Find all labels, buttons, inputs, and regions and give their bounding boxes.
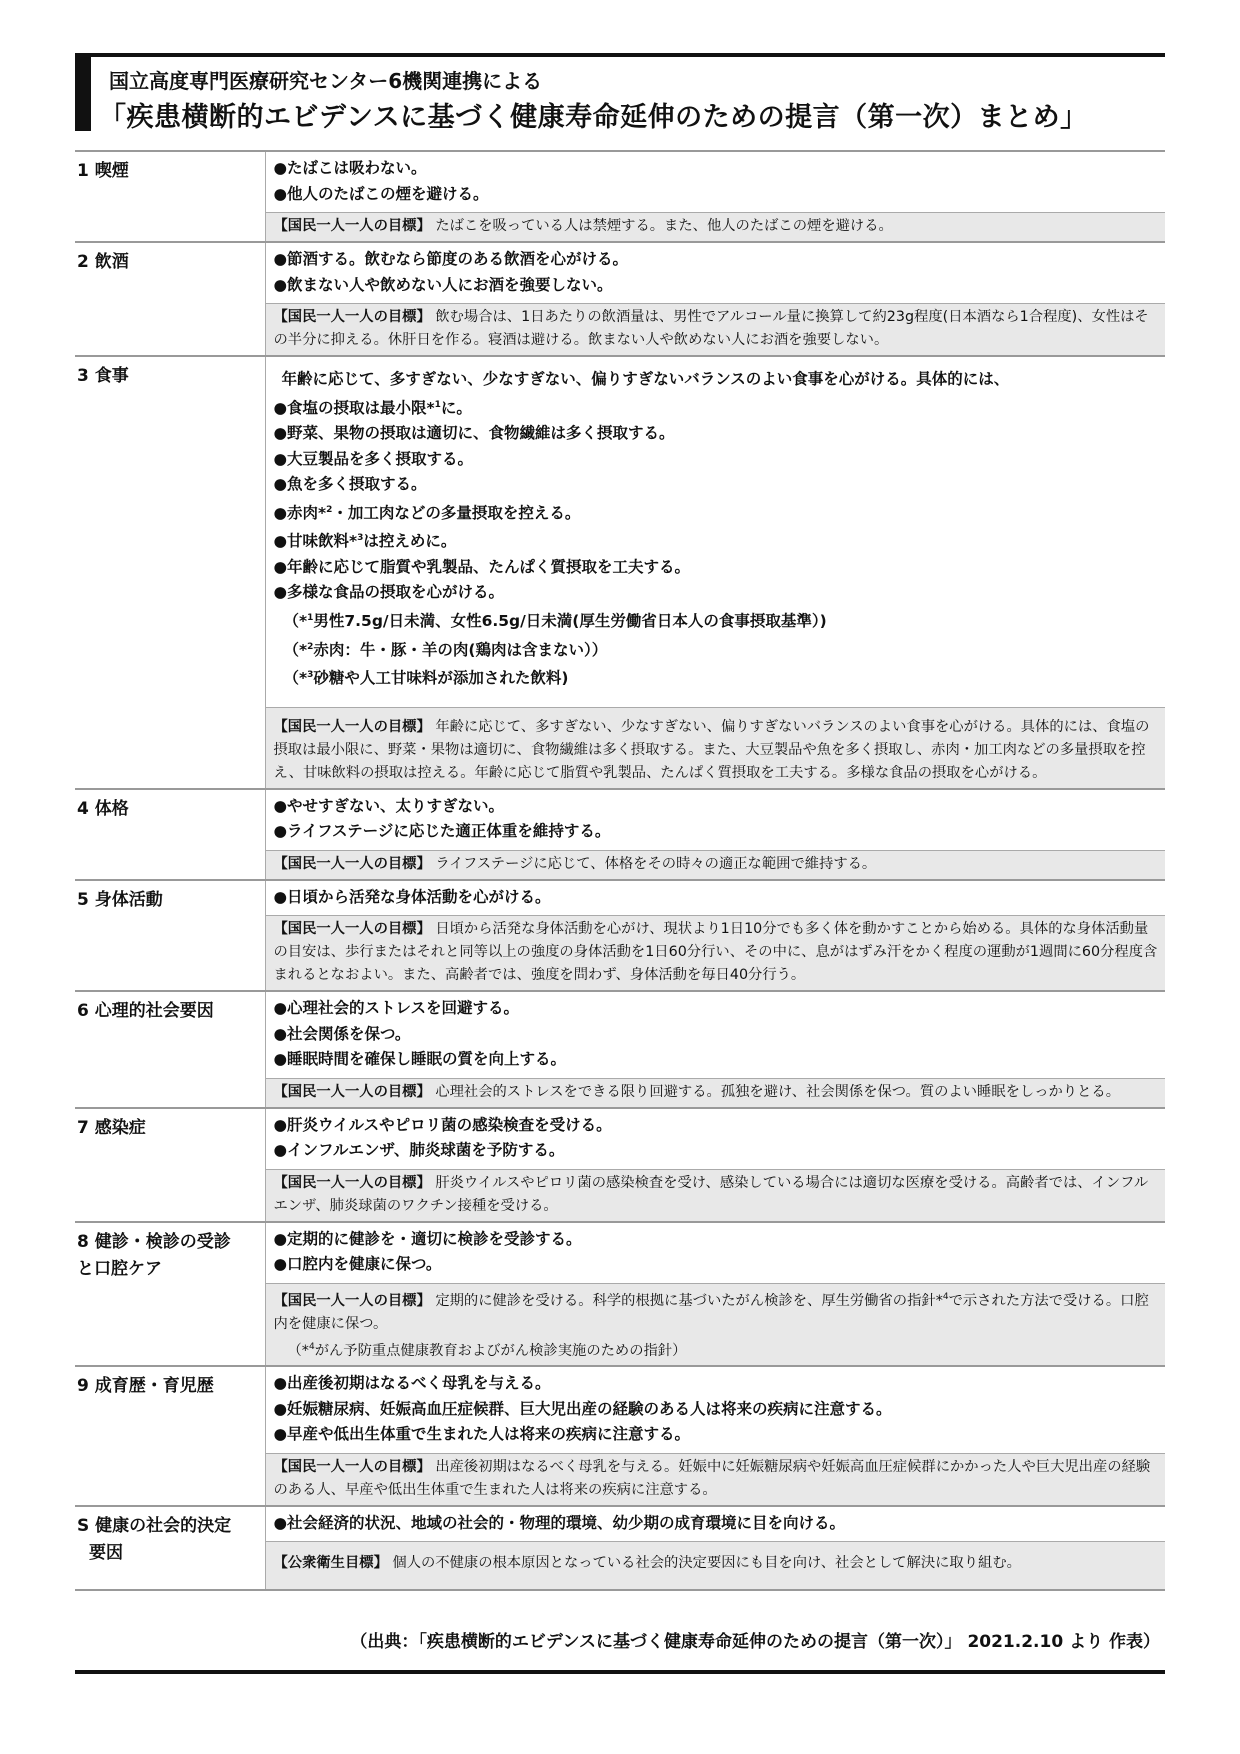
- bottom-rule: [75, 1670, 1165, 1674]
- goal-cell: [265, 1542, 1165, 1591]
- recommendation-list: [265, 880, 1165, 916]
- goal-label: 【国民一人一人の目標】: [273, 1458, 431, 1475]
- section-row-diet: [75, 356, 1165, 707]
- goal-cell: [265, 213, 1165, 243]
- recommendation-item: ●社会関係を保つ。: [273, 1024, 411, 1043]
- goal-label: 【国民一人一人の目標】: [273, 1174, 431, 1191]
- category-label: 4 体格: [75, 789, 265, 880]
- goal-label: 【国民一人一人の目標】: [273, 309, 431, 325]
- recommendation-item: ●日頃から活発な身体活動を心がける。: [273, 887, 551, 906]
- recommendation-item: ●年齢に応じて脂質や乳製品、たんぱく質摂取を工夫する。: [273, 557, 691, 576]
- recommendation-item: ●心理社会的ストレスを回避する。: [273, 999, 520, 1018]
- recommendation-item: ●やせすぎない、太りすぎない。: [273, 796, 505, 815]
- header-top-rule: [91, 53, 1165, 57]
- recommendation-list: [265, 789, 1165, 851]
- recommendation-item: ●妊娠糖尿病、妊娠高血圧症候群、巨大児出産の経験のある人は将来の疾病に注意する。: [273, 1399, 892, 1418]
- goal-label: 【国民一人一人の目標】: [273, 855, 431, 872]
- goal-label: 【国民一人一人の目標】: [273, 921, 431, 938]
- section-row-checkups: [75, 1222, 1165, 1284]
- recommendation-item: ●インフルエンザ、肺炎球菌を予防する。: [273, 1141, 565, 1160]
- recommendation-list: [265, 1506, 1165, 1542]
- recommendation-list: [265, 242, 1165, 304]
- recommendation-item: ●肝炎ウイルスやピロリ菌の感染検査を受ける。: [273, 1115, 612, 1134]
- diet-intro: 年齢に応じて、多すぎない、少なすぎない、偏りすぎないバランスのよい食事を心がける。具体的には、: [281, 370, 1010, 388]
- category-label: S 健康の社会的決定 要因: [75, 1506, 265, 1591]
- recommendation-item: ●節酒する。飲むなら節度のある飲酒を心がける。: [273, 250, 629, 268]
- recommendation-item: ●出産後初期はなるべく母乳を与える。: [273, 1374, 551, 1393]
- document-header: [75, 53, 1165, 131]
- category-label: 2 飲酒: [75, 242, 265, 356]
- recommendation-item: ●赤肉*$^2$・加工肉などの多量摂取を控える。: [273, 503, 581, 522]
- footnote: （*$^1$男性7.5g/日未満、女性6.5g/日未満(厚生労働省日本人の食事摂取基準）): [283, 612, 827, 631]
- goal-label: 【公衆衛生目標】: [273, 1555, 388, 1572]
- section-row-physical-activity: [75, 880, 1165, 916]
- recommendation-item: ●多様な食品の摂取を心がける。: [273, 583, 505, 602]
- goal-text: 出産後初期はなるべく母乳を与える。妊娠中に妊娠糖尿病や妊娠高血圧症候群にかかった人や巨大児出産の経験のある人、早産や低出生体重で生まれた人は将来の疾病に注意する。: [273, 1458, 1151, 1498]
- recommendation-list: [265, 991, 1165, 1078]
- footnote: （*$^2$赤肉：牛・豚・羊の肉(鶏肉は含まない））: [283, 640, 608, 659]
- recommendation-item: ●魚を多く摂取する。: [273, 475, 427, 494]
- goal-cell: [265, 1453, 1165, 1506]
- goal-text: 日頃から活発な身体活動を心がけ、現状より1日10分でも多く体を動かすことから始める。具体的な身体活動量の目安は、歩行またはそれと同等以上の強度の身体活動を1日60分行い、その中に、息がはずみ汗をかく程度の運動が1週間に60分程度含まれるとなおよい。また、高齢者では、強度を問わず、身体活動を毎日40分行う。: [273, 921, 1158, 984]
- category-label: 8 健診・検診の受診 と口腔ケア: [75, 1222, 265, 1367]
- section-row-social-determinants: [75, 1506, 1165, 1542]
- goal-cell: [265, 1169, 1165, 1222]
- goal-label: 【国民一人一人の目標】: [273, 718, 431, 735]
- category-label: 1 喫煙: [75, 151, 265, 242]
- recommendation-item: ●たばこは吸わない。: [273, 159, 427, 177]
- section-row-infection: [75, 1108, 1165, 1170]
- recommendation-item: ●甘味飲料*$^3$は控えめに。: [273, 532, 457, 551]
- footnote: （*$^3$砂糖や人工甘味料が添加された飲料): [283, 669, 569, 688]
- goal-text: 個人の不健康の根本原因となっている社会的決定要因にも目を向け、社会として解決に取り組む。: [392, 1555, 1021, 1572]
- recommendation-table: [75, 150, 1165, 1591]
- recommendation-item: ●大豆製品を多く摂取する。: [273, 449, 474, 468]
- goal-footnote: （*$^4$がん予防重点健康教育およびがん検診実施のための指針）: [287, 1341, 687, 1359]
- section-row-psychosocial: [75, 991, 1165, 1078]
- goal-cell: [265, 304, 1165, 357]
- category-label: 9 成育歴・育児歴: [75, 1366, 265, 1506]
- goal-text: 肝炎ウイルスやピロリ菌の感染検査を受け、感染している場合には適切な医療を受ける。高齢者では、インフルエンザ、肺炎球菌のワクチン接種を受ける。: [273, 1174, 1149, 1214]
- recommendation-item: ●定期的に健診を・適切に検診を受診する。: [273, 1229, 582, 1248]
- goal-cell: [265, 850, 1165, 880]
- header-accent-bar: [75, 53, 91, 131]
- goal-text: 年齢に応じて、多すぎない、少なすぎない、偏りすぎないバランスのよい食事を心がける。具体的には、食塩の摂取は最小限に、野菜・果物は適切に、食物繊維は多く摂取する。また、大豆製品や魚を多く摂取し、赤肉・加工肉などの多量摂取を控え、甘味飲料の摂取は控える。年齢に応じて脂質や乳製品、たんぱく質摂取を工夫する。多様な食品の摂取を心がける。: [273, 718, 1150, 781]
- recommendation-item: ●社会経済的状況、地域の社会的・物理的環境、幼少期の成育環境に目を向ける。: [273, 1513, 846, 1532]
- recommendation-item: ●ライフステージに応じた適正体重を維持する。: [273, 822, 611, 841]
- category-label: 6 心理的社会要因: [75, 991, 265, 1108]
- category-label: 5 身体活動: [75, 880, 265, 992]
- recommendation-item: ●野菜、果物の摂取は適切に、食物繊維は多く摂取する。: [273, 424, 675, 443]
- goal-cell: [265, 1078, 1165, 1108]
- recommendation-list: [265, 356, 1165, 707]
- section-row-physique: [75, 789, 1165, 851]
- source-citation: （出典：「疾患横断的エビデンスに基づく健康寿命延伸のための提言（第一次）」 2021.2.10 より 作表）: [350, 1632, 1160, 1652]
- section-row-smoking: [75, 151, 1165, 213]
- goal-label: 【国民一人一人の目標】: [273, 218, 431, 234]
- category-label: 7 感染症: [75, 1108, 265, 1222]
- recommendation-item: ●早産や低出生体重で生まれた人は将来の疾病に注意する。: [273, 1425, 691, 1444]
- goal-label: 【国民一人一人の目標】: [273, 1083, 431, 1100]
- goal-text: たばこを吸っている人は禁煙する。また、他人のたばこの煙を避ける。: [435, 218, 893, 234]
- goal-text: 飲む場合は、1日あたりの飲酒量は、男性でアルコール量に換算して約23g程度(日本酒なら1合程度)、女性はその半分に抑える。休肝日を作る。寝酒は避ける。飲まない人や飲めない人にお酒を強要しない。: [273, 309, 1149, 348]
- recommendation-item: ●口腔内を健康に保つ。: [273, 1255, 442, 1274]
- goal-cell: 【国民一人一人の目標】 定期的に健診を受ける。科学的根拠に基づいたがん検診を、厚生労働省の指針*$^4$で示された方法で受ける。口腔内を健康に保つ。 （*$^4$がん予防重点健康教育およびがん検診実施のための指針）: [265, 1283, 1165, 1366]
- category-label: 3 食事: [75, 356, 265, 789]
- goal-text: ライフステージに応じて、体格をその時々の適正な範囲で維持する。: [435, 855, 877, 872]
- section-row-growth-history: [75, 1366, 1165, 1453]
- header-subtitle: 国立高度専門医療研究センター6機関連携による: [109, 69, 543, 93]
- recommendation-list: [265, 1366, 1165, 1453]
- recommendation-list: [265, 1222, 1165, 1284]
- goal-text: 心理社会的ストレスをできる限り回避する。孤独を避け、社会関係を保つ。質のよい睡眠をしっかりとる。: [435, 1083, 1120, 1100]
- page-title: 「疾患横断的エビデンスに基づく健康寿命延伸のための提言（第一次）まとめ」: [99, 102, 1088, 133]
- section-row-drinking: [75, 242, 1165, 304]
- recommendation-list: [265, 1108, 1165, 1170]
- goal-label: 【国民一人一人の目標】: [273, 1292, 431, 1309]
- recommendation-item: ●睡眠時間を確保し睡眠の質を向上する。: [273, 1050, 567, 1069]
- recommendation-item: ●他人のたばこの煙を避ける。: [273, 184, 489, 203]
- goal-cell: [265, 916, 1165, 992]
- recommendation-list: [265, 151, 1165, 213]
- recommendation-item: ●飲まない人や飲めない人にお酒を強要しない。: [273, 275, 613, 294]
- recommendation-item: ●食塩の摂取は最小限*$^1$に。: [273, 398, 472, 417]
- goal-cell: [265, 707, 1165, 789]
